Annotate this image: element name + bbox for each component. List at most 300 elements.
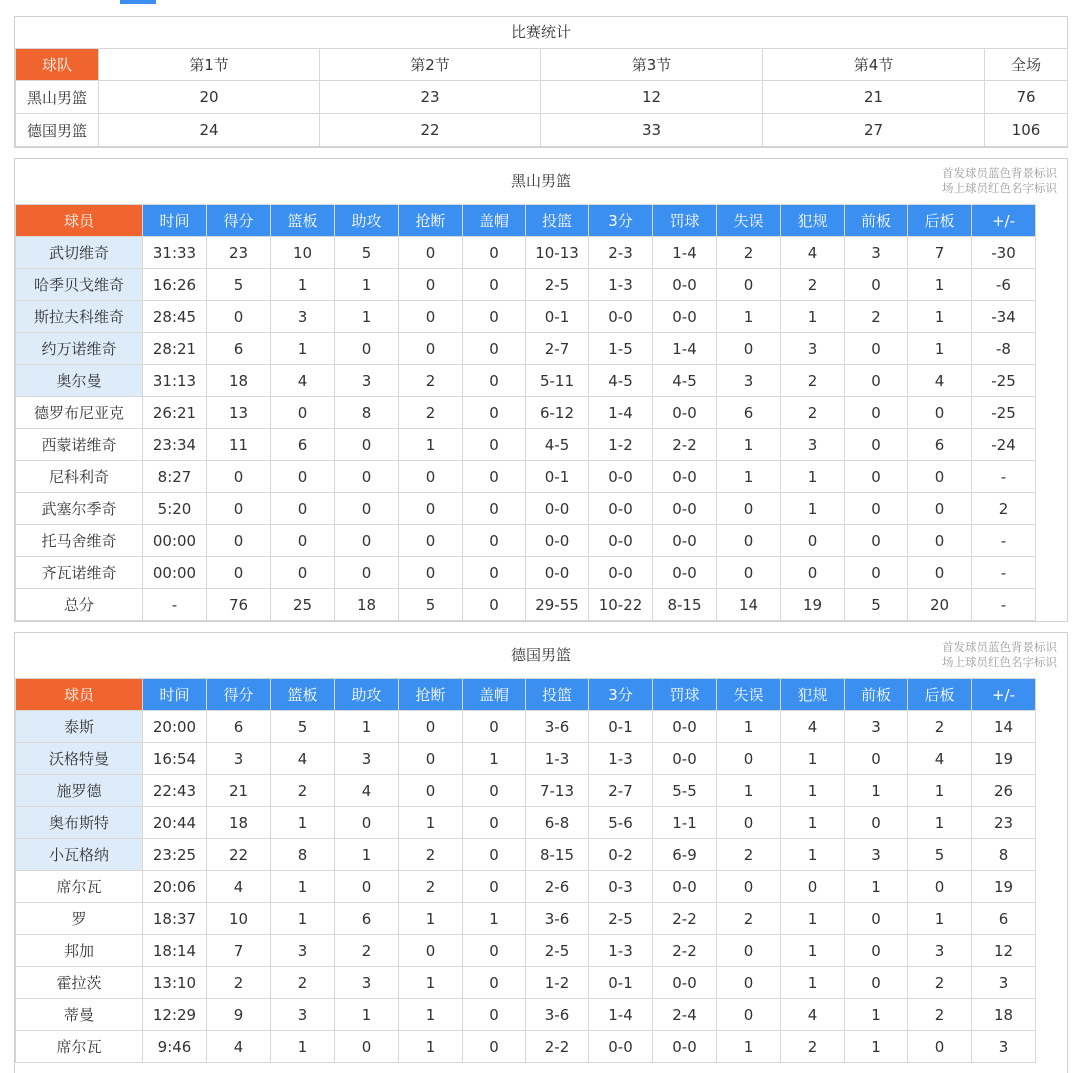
stat-cell: 0 bbox=[845, 525, 908, 557]
stat-cell: 22 bbox=[207, 839, 271, 871]
game-summary-panel bbox=[14, 16, 1068, 148]
stat-cell: 0-0 bbox=[589, 525, 653, 557]
stat-cell: 0-0 bbox=[589, 1031, 653, 1063]
stat-header-cell: 球员 bbox=[16, 205, 143, 237]
summary-score-cell: 23 bbox=[320, 81, 541, 114]
stat-cell: 2-2 bbox=[653, 429, 717, 461]
stat-cell: 6 bbox=[271, 429, 335, 461]
stat-cell: 2 bbox=[908, 967, 972, 999]
stat-cell: 0 bbox=[399, 525, 463, 557]
stat-cell: 1 bbox=[271, 807, 335, 839]
stat-header-cell: 篮板 bbox=[271, 679, 335, 711]
stat-header-cell: 前板 bbox=[845, 205, 908, 237]
stat-cell: 2-2 bbox=[526, 1031, 589, 1063]
summary-team-row bbox=[16, 114, 1068, 147]
player-row bbox=[16, 525, 1036, 557]
stat-cell: 0 bbox=[908, 871, 972, 903]
stat-cell: 7 bbox=[908, 237, 972, 269]
stat-cell: 0-0 bbox=[526, 493, 589, 525]
stat-cell: 1 bbox=[717, 711, 781, 743]
stat-cell: 8 bbox=[271, 839, 335, 871]
player-name: 约万诺维奇 bbox=[16, 333, 143, 365]
stat-cell: 0 bbox=[463, 999, 526, 1031]
stat-cell: 3 bbox=[271, 935, 335, 967]
player-row bbox=[16, 775, 1036, 807]
stat-header-cell: 助攻 bbox=[335, 679, 399, 711]
player-name: 西蒙诺维奇 bbox=[16, 429, 143, 461]
stat-cell: 8:27 bbox=[143, 461, 207, 493]
summary-header-cell: 球队 bbox=[16, 49, 99, 81]
stat-cell: - bbox=[972, 589, 1036, 621]
stat-cell: 2 bbox=[845, 301, 908, 333]
stat-cell: 3 bbox=[335, 743, 399, 775]
stat-cell: 13:10 bbox=[143, 967, 207, 999]
stat-cell: 0 bbox=[335, 557, 399, 589]
stat-cell: 0 bbox=[908, 461, 972, 493]
stat-cell: 0 bbox=[463, 333, 526, 365]
stat-cell: 0 bbox=[463, 461, 526, 493]
stat-cell: 20:44 bbox=[143, 807, 207, 839]
player-row bbox=[16, 397, 1036, 429]
stat-cell: 0 bbox=[463, 365, 526, 397]
stat-cell: 1 bbox=[399, 807, 463, 839]
player-name: 奥布斯特 bbox=[16, 807, 143, 839]
player-row bbox=[16, 839, 1036, 871]
stat-cell: 3 bbox=[271, 999, 335, 1031]
stat-cell: 0 bbox=[845, 333, 908, 365]
stat-cell: 1 bbox=[908, 807, 972, 839]
stat-cell: 0-0 bbox=[653, 301, 717, 333]
stat-cell: 1-3 bbox=[589, 269, 653, 301]
stat-cell: 1 bbox=[845, 999, 908, 1031]
stat-cell: 0 bbox=[463, 711, 526, 743]
stat-cell: 3 bbox=[717, 365, 781, 397]
summary-score-cell: 27 bbox=[763, 114, 985, 147]
stat-cell: 0 bbox=[845, 365, 908, 397]
player-name: 席尔瓦 bbox=[16, 1031, 143, 1063]
summary-score-cell: 12 bbox=[541, 81, 763, 114]
stat-cell: 1 bbox=[335, 711, 399, 743]
stat-cell: 2-4 bbox=[653, 999, 717, 1031]
stat-cell: 0 bbox=[845, 935, 908, 967]
stat-cell: 6-9 bbox=[653, 839, 717, 871]
stat-cell: 1-4 bbox=[589, 999, 653, 1031]
team1-title-bar bbox=[15, 159, 1067, 204]
stat-cell: -25 bbox=[972, 397, 1036, 429]
stat-header-cell: 得分 bbox=[207, 679, 271, 711]
stat-cell: 2 bbox=[908, 711, 972, 743]
player-name: 霍拉茨 bbox=[16, 967, 143, 999]
stat-cell: 1 bbox=[908, 775, 972, 807]
stat-cell: 1 bbox=[781, 461, 845, 493]
stat-cell: 10 bbox=[271, 237, 335, 269]
stat-cell: 10 bbox=[207, 903, 271, 935]
stat-cell: 2-3 bbox=[589, 237, 653, 269]
summary-score-cell: 21 bbox=[763, 81, 985, 114]
player-row bbox=[16, 493, 1036, 525]
stat-cell: 0 bbox=[207, 301, 271, 333]
stat-cell: 0-0 bbox=[589, 301, 653, 333]
stat-cell: 26 bbox=[972, 775, 1036, 807]
stat-header-cell: 后板 bbox=[908, 679, 972, 711]
player-row bbox=[16, 903, 1036, 935]
summary-team-row bbox=[16, 81, 1068, 114]
stat-cell: 5-11 bbox=[526, 365, 589, 397]
stat-cell: 5 bbox=[908, 839, 972, 871]
stat-cell: 1 bbox=[781, 493, 845, 525]
team1-name: 黑山男篮 bbox=[510, 172, 571, 190]
stat-cell: 0 bbox=[271, 461, 335, 493]
stat-header-row bbox=[16, 679, 1036, 711]
stat-cell: 1 bbox=[463, 743, 526, 775]
stat-cell: 16:26 bbox=[143, 269, 207, 301]
stat-cell: 0 bbox=[463, 269, 526, 301]
stat-cell: 4 bbox=[271, 365, 335, 397]
stat-cell: 1-3 bbox=[589, 935, 653, 967]
summary-table bbox=[15, 48, 1068, 147]
stat-cell: 2 bbox=[335, 935, 399, 967]
player-row bbox=[16, 871, 1036, 903]
player-row bbox=[16, 269, 1036, 301]
stat-cell: 1 bbox=[908, 333, 972, 365]
stat-cell: 1 bbox=[908, 903, 972, 935]
stat-cell: 23:25 bbox=[143, 839, 207, 871]
stat-cell: 0-0 bbox=[526, 557, 589, 589]
stat-cell: 0 bbox=[908, 493, 972, 525]
stat-cell: 3 bbox=[335, 967, 399, 999]
stat-cell: 2-7 bbox=[526, 333, 589, 365]
stat-cell: -34 bbox=[972, 301, 1036, 333]
player-row bbox=[16, 461, 1036, 493]
player-name: 德罗布尼亚克 bbox=[16, 397, 143, 429]
stat-cell: 6 bbox=[717, 397, 781, 429]
stat-cell: 2 bbox=[781, 1031, 845, 1063]
stat-cell: 12:29 bbox=[143, 999, 207, 1031]
stat-cell: 6 bbox=[335, 903, 399, 935]
stat-cell: 1 bbox=[717, 301, 781, 333]
stat-cell: 2 bbox=[399, 397, 463, 429]
player-name: 齐瓦诺维奇 bbox=[16, 557, 143, 589]
stat-cell: 4 bbox=[781, 711, 845, 743]
player-row bbox=[16, 711, 1036, 743]
summary-team-name: 德国男篮 bbox=[16, 114, 99, 147]
stat-cell: 0 bbox=[463, 839, 526, 871]
stat-cell: 0-0 bbox=[589, 461, 653, 493]
stat-cell: 0 bbox=[463, 775, 526, 807]
stat-header-cell: 盖帽 bbox=[463, 205, 526, 237]
player-row bbox=[16, 967, 1036, 999]
stat-cell: 6 bbox=[972, 903, 1036, 935]
stat-cell: 5-6 bbox=[589, 807, 653, 839]
stat-cell: 31:33 bbox=[143, 237, 207, 269]
stat-cell: 31:13 bbox=[143, 365, 207, 397]
stat-header-cell: 抢断 bbox=[399, 679, 463, 711]
team2-stat-table bbox=[15, 678, 1036, 1063]
stat-cell: 1 bbox=[845, 775, 908, 807]
stat-cell: 1 bbox=[271, 269, 335, 301]
stat-cell: 3 bbox=[845, 839, 908, 871]
stat-cell: 0 bbox=[335, 333, 399, 365]
stat-cell: 1-3 bbox=[589, 743, 653, 775]
stat-cell: 3 bbox=[972, 1031, 1036, 1063]
stat-header-cell: 犯规 bbox=[781, 679, 845, 711]
summary-score-cell: 22 bbox=[320, 114, 541, 147]
stat-cell: 0 bbox=[781, 557, 845, 589]
stat-cell: 25 bbox=[271, 589, 335, 621]
stat-cell: 0 bbox=[717, 493, 781, 525]
summary-header-cell: 第3节 bbox=[541, 49, 763, 81]
stat-cell: 4 bbox=[908, 743, 972, 775]
stat-cell: 6 bbox=[207, 711, 271, 743]
stat-cell: 0 bbox=[845, 493, 908, 525]
stat-cell: 1-4 bbox=[589, 397, 653, 429]
team-total-row bbox=[16, 589, 1036, 621]
stat-cell: 12 bbox=[972, 935, 1036, 967]
stat-cell: 0-0 bbox=[653, 743, 717, 775]
stat-cell: 0 bbox=[717, 999, 781, 1031]
stat-cell: 0 bbox=[463, 589, 526, 621]
summary-header-cell: 第1节 bbox=[99, 49, 320, 81]
stat-cell: 4 bbox=[207, 871, 271, 903]
stat-cell: 6-8 bbox=[526, 807, 589, 839]
player-name: 沃格特曼 bbox=[16, 743, 143, 775]
stat-cell: 8 bbox=[335, 397, 399, 429]
active-tab-indicator bbox=[120, 0, 156, 4]
player-row bbox=[16, 365, 1036, 397]
stat-cell: 0 bbox=[717, 935, 781, 967]
summary-score-cell: 76 bbox=[985, 81, 1068, 114]
player-row bbox=[16, 807, 1036, 839]
stat-cell: 0 bbox=[845, 461, 908, 493]
summary-header-row bbox=[16, 49, 1068, 81]
stat-cell: 0-3 bbox=[589, 871, 653, 903]
stat-cell: 13 bbox=[207, 397, 271, 429]
stat-cell: 1 bbox=[781, 935, 845, 967]
stat-cell: 2-5 bbox=[526, 269, 589, 301]
stat-cell: 1 bbox=[335, 269, 399, 301]
stat-cell: 0 bbox=[463, 397, 526, 429]
stat-cell: 1-2 bbox=[526, 967, 589, 999]
stat-cell: 2 bbox=[781, 397, 845, 429]
stat-cell: 0 bbox=[335, 525, 399, 557]
player-name: 蒂曼 bbox=[16, 999, 143, 1031]
stat-cell: 1 bbox=[463, 903, 526, 935]
legend-starter-note: 首发球员蓝色背景标识 bbox=[942, 640, 1057, 654]
team2-name: 德国男篮 bbox=[510, 646, 571, 664]
stat-cell: 5:20 bbox=[143, 493, 207, 525]
stat-cell: 21 bbox=[207, 775, 271, 807]
stat-cell: 0 bbox=[271, 525, 335, 557]
stat-cell: 26:21 bbox=[143, 397, 207, 429]
stat-cell: 0 bbox=[845, 429, 908, 461]
stat-cell: 18:14 bbox=[143, 935, 207, 967]
stat-cell: 0 bbox=[908, 557, 972, 589]
stat-cell: 19 bbox=[972, 871, 1036, 903]
stat-cell: 5-5 bbox=[653, 775, 717, 807]
stat-cell: 23 bbox=[972, 807, 1036, 839]
stat-cell: 2 bbox=[399, 839, 463, 871]
stat-header-cell: 球员 bbox=[16, 679, 143, 711]
stat-header-cell: 罚球 bbox=[653, 679, 717, 711]
stat-cell: 0 bbox=[845, 903, 908, 935]
stat-cell: 1 bbox=[335, 839, 399, 871]
stat-cell: 5 bbox=[399, 589, 463, 621]
stat-cell: 0 bbox=[207, 493, 271, 525]
stat-header-cell: 前板 bbox=[845, 679, 908, 711]
stat-cell: 6 bbox=[908, 429, 972, 461]
stat-cell: 0-0 bbox=[653, 269, 717, 301]
stat-cell: - bbox=[972, 525, 1036, 557]
stat-cell: 0-1 bbox=[526, 301, 589, 333]
stat-cell: 1 bbox=[271, 1031, 335, 1063]
team2-panel bbox=[14, 632, 1068, 1073]
player-name: 武塞尔季奇 bbox=[16, 493, 143, 525]
stat-cell: 0 bbox=[717, 871, 781, 903]
stat-cell: 0 bbox=[399, 461, 463, 493]
stat-cell: 0 bbox=[463, 557, 526, 589]
stat-cell: 2 bbox=[908, 999, 972, 1031]
stat-cell: 0-0 bbox=[653, 1031, 717, 1063]
stat-cell: 2-2 bbox=[653, 903, 717, 935]
player-row bbox=[16, 429, 1036, 461]
stat-cell: -8 bbox=[972, 333, 1036, 365]
stat-cell: 00:00 bbox=[143, 525, 207, 557]
stat-cell: 1 bbox=[271, 333, 335, 365]
stat-cell: 1 bbox=[399, 1031, 463, 1063]
stat-cell: 18 bbox=[335, 589, 399, 621]
stat-cell: 20 bbox=[908, 589, 972, 621]
stat-cell: - bbox=[972, 461, 1036, 493]
stat-cell: 1 bbox=[399, 429, 463, 461]
stat-cell: 0 bbox=[781, 525, 845, 557]
stat-cell: 3 bbox=[845, 711, 908, 743]
stat-cell: 0 bbox=[717, 269, 781, 301]
stat-cell: 5 bbox=[845, 589, 908, 621]
stat-cell: 0 bbox=[845, 269, 908, 301]
stat-cell: 0 bbox=[717, 525, 781, 557]
stat-cell: 1 bbox=[781, 775, 845, 807]
stat-cell: 3 bbox=[908, 935, 972, 967]
stat-header-cell: 失误 bbox=[717, 679, 781, 711]
team2-title-bar bbox=[15, 633, 1067, 678]
stat-cell: 2 bbox=[781, 269, 845, 301]
player-row bbox=[16, 1031, 1036, 1063]
stat-header-cell: 3分 bbox=[589, 205, 653, 237]
stat-cell: 3 bbox=[271, 301, 335, 333]
stat-cell: 0 bbox=[335, 871, 399, 903]
stat-cell: 0-0 bbox=[589, 557, 653, 589]
stat-cell: 0-0 bbox=[653, 461, 717, 493]
stat-cell: 1 bbox=[781, 301, 845, 333]
stat-cell: 0 bbox=[463, 301, 526, 333]
stat-cell: 0 bbox=[845, 967, 908, 999]
stat-cell: 0 bbox=[717, 743, 781, 775]
stat-cell: 0 bbox=[271, 557, 335, 589]
stat-cell: 0 bbox=[399, 493, 463, 525]
stat-cell: 2-5 bbox=[589, 903, 653, 935]
summary-score-cell: 24 bbox=[99, 114, 320, 147]
stat-cell: 0 bbox=[908, 397, 972, 429]
stat-cell: 2 bbox=[207, 967, 271, 999]
summary-title: 比赛统计 bbox=[510, 23, 571, 41]
stat-header-cell: 篮板 bbox=[271, 205, 335, 237]
stat-cell: 3 bbox=[781, 333, 845, 365]
stat-cell: 3 bbox=[781, 429, 845, 461]
stat-cell: 29-55 bbox=[526, 589, 589, 621]
stat-cell: 2-2 bbox=[653, 935, 717, 967]
stat-cell: 1 bbox=[717, 1031, 781, 1063]
stat-cell: 1 bbox=[335, 301, 399, 333]
stat-cell: 23:34 bbox=[143, 429, 207, 461]
stat-header-cell: 后板 bbox=[908, 205, 972, 237]
stat-cell: 7-13 bbox=[526, 775, 589, 807]
stat-cell: 23 bbox=[207, 237, 271, 269]
stat-cell: 1 bbox=[845, 1031, 908, 1063]
stat-cell: 4 bbox=[781, 999, 845, 1031]
stat-cell: 0 bbox=[271, 493, 335, 525]
stat-cell: 00:00 bbox=[143, 557, 207, 589]
stat-cell: 2 bbox=[271, 775, 335, 807]
stat-cell: 0 bbox=[399, 237, 463, 269]
player-name: 邦加 bbox=[16, 935, 143, 967]
stat-cell: 3 bbox=[972, 967, 1036, 999]
stat-header-cell: 时间 bbox=[143, 679, 207, 711]
stat-header-row bbox=[16, 205, 1036, 237]
stat-cell: 4-5 bbox=[653, 365, 717, 397]
stat-cell: 2 bbox=[717, 903, 781, 935]
stat-cell: 0 bbox=[463, 525, 526, 557]
stat-cell: 0 bbox=[717, 807, 781, 839]
stat-cell: 0 bbox=[463, 967, 526, 999]
stat-cell: 0 bbox=[845, 807, 908, 839]
stat-cell: 1 bbox=[781, 903, 845, 935]
stat-cell: 3 bbox=[845, 237, 908, 269]
stat-cell: 9:46 bbox=[143, 1031, 207, 1063]
stat-cell: -25 bbox=[972, 365, 1036, 397]
stat-cell: 0 bbox=[399, 743, 463, 775]
stat-cell: 1 bbox=[781, 807, 845, 839]
stat-cell: 1 bbox=[399, 999, 463, 1031]
stat-cell: 0 bbox=[399, 775, 463, 807]
stat-cell: 0 bbox=[463, 935, 526, 967]
stat-cell: 2-5 bbox=[526, 935, 589, 967]
stat-cell: 1 bbox=[781, 839, 845, 871]
stat-cell: 14 bbox=[972, 711, 1036, 743]
player-row bbox=[16, 301, 1036, 333]
stat-cell: 0 bbox=[399, 935, 463, 967]
stat-cell: 6 bbox=[207, 333, 271, 365]
stat-cell: 1-4 bbox=[653, 237, 717, 269]
stat-header-cell: 盖帽 bbox=[463, 679, 526, 711]
stat-cell: 0-0 bbox=[653, 711, 717, 743]
player-name: 席尔瓦 bbox=[16, 871, 143, 903]
stat-cell: 0 bbox=[717, 557, 781, 589]
stat-cell: 0 bbox=[845, 397, 908, 429]
stat-cell: 0 bbox=[271, 397, 335, 429]
player-row bbox=[16, 333, 1036, 365]
stat-cell: 4 bbox=[781, 237, 845, 269]
player-row bbox=[16, 557, 1036, 589]
stat-cell: 1 bbox=[399, 967, 463, 999]
stat-cell: 3-6 bbox=[526, 711, 589, 743]
stat-cell: 0-1 bbox=[589, 967, 653, 999]
stat-cell: 1-2 bbox=[589, 429, 653, 461]
stat-cell: 11 bbox=[207, 429, 271, 461]
stat-cell: 0 bbox=[463, 1031, 526, 1063]
stat-header-cell: 得分 bbox=[207, 205, 271, 237]
stat-cell: 0-2 bbox=[589, 839, 653, 871]
stat-header-cell: 助攻 bbox=[335, 205, 399, 237]
